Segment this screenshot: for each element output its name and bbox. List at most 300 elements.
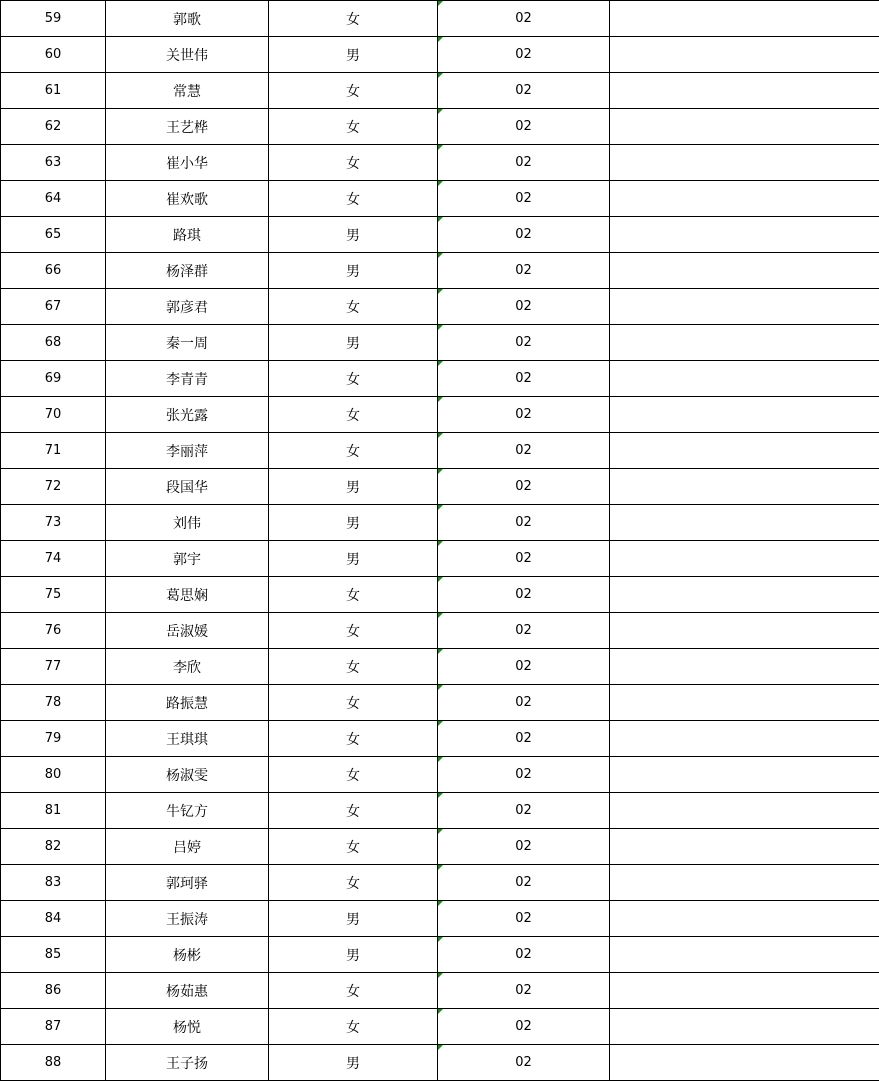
cell-note[interactable] xyxy=(610,685,879,721)
cell-gender[interactable] xyxy=(269,793,438,829)
cell-name[interactable] xyxy=(106,109,269,145)
table-row xyxy=(1,1,879,37)
cell-number-text: 80 xyxy=(44,767,62,782)
table-row xyxy=(1,37,879,73)
cell-number[interactable] xyxy=(1,1045,106,1081)
cell-gender[interactable] xyxy=(269,361,438,397)
cell-class-text: 02 xyxy=(515,47,532,62)
cell-gender-text: 女 xyxy=(346,1019,360,1036)
text-format-indicator-icon xyxy=(438,1009,443,1014)
table-row xyxy=(1,505,879,541)
cell-class-text: 02 xyxy=(515,371,532,386)
cell-note[interactable] xyxy=(610,469,879,505)
cell-number-text: 73 xyxy=(44,515,62,530)
cell-gender-text: 女 xyxy=(346,443,360,460)
cell-name-text: 王琪琪 xyxy=(166,731,208,748)
cell-class-text: 02 xyxy=(515,11,532,26)
cell-class[interactable] xyxy=(438,37,610,73)
table-row xyxy=(1,721,879,757)
cell-gender-text: 男 xyxy=(346,1055,360,1072)
cell-class-text: 02 xyxy=(515,623,532,638)
cell-name-text: 王艺桦 xyxy=(166,119,208,136)
cell-name[interactable] xyxy=(106,1009,269,1045)
cell-number[interactable] xyxy=(1,145,106,181)
cell-name-text: 杨悦 xyxy=(173,1019,201,1036)
cell-number[interactable] xyxy=(1,253,106,289)
cell-note[interactable] xyxy=(610,289,879,325)
cell-note[interactable] xyxy=(610,793,879,829)
cell-gender-text: 男 xyxy=(346,263,360,280)
cell-name[interactable] xyxy=(106,613,269,649)
cell-class-text: 02 xyxy=(515,335,532,350)
cell-number[interactable] xyxy=(1,289,106,325)
cell-class[interactable] xyxy=(438,289,610,325)
cell-name-text: 杨淑雯 xyxy=(166,767,208,784)
cell-gender[interactable] xyxy=(269,253,438,289)
cell-number[interactable] xyxy=(1,757,106,793)
table-row xyxy=(1,469,879,505)
cell-gender[interactable] xyxy=(269,973,438,1009)
cell-class-text: 02 xyxy=(515,515,532,530)
table-row xyxy=(1,793,879,829)
cell-number[interactable] xyxy=(1,937,106,973)
table-row xyxy=(1,253,879,289)
cell-number[interactable] xyxy=(1,685,106,721)
cell-name-text: 路振慧 xyxy=(166,695,208,712)
cell-name[interactable] xyxy=(106,397,269,433)
cell-class[interactable] xyxy=(438,901,610,937)
cell-note[interactable] xyxy=(610,505,879,541)
cell-number-text: 68 xyxy=(44,335,62,350)
cell-gender-text: 男 xyxy=(346,47,360,64)
cell-gender[interactable] xyxy=(269,757,438,793)
cell-gender-text: 女 xyxy=(346,767,360,784)
cell-number[interactable] xyxy=(1,793,106,829)
cell-number-text: 62 xyxy=(44,119,62,134)
cell-class[interactable] xyxy=(438,145,610,181)
cell-number[interactable] xyxy=(1,973,106,1009)
cell-gender-text: 女 xyxy=(346,983,360,1000)
cell-class-text: 02 xyxy=(515,911,532,926)
cell-gender[interactable] xyxy=(269,397,438,433)
cell-class[interactable] xyxy=(438,109,610,145)
text-format-indicator-icon xyxy=(438,469,443,474)
table-row xyxy=(1,433,879,469)
cell-gender[interactable] xyxy=(269,1045,438,1081)
cell-name-text: 郭彦君 xyxy=(166,299,208,316)
text-format-indicator-icon xyxy=(438,1045,443,1050)
cell-note[interactable] xyxy=(610,541,879,577)
table-row xyxy=(1,973,879,1009)
cell-number[interactable] xyxy=(1,361,106,397)
table-row xyxy=(1,181,879,217)
cell-number[interactable] xyxy=(1,613,106,649)
table-row xyxy=(1,829,879,865)
cell-name-text: 李青青 xyxy=(166,371,208,388)
cell-number-text: 66 xyxy=(44,263,62,278)
text-format-indicator-icon xyxy=(438,397,443,402)
cell-number[interactable] xyxy=(1,217,106,253)
text-format-indicator-icon xyxy=(438,253,443,258)
cell-class[interactable] xyxy=(438,469,610,505)
cell-note[interactable] xyxy=(610,325,879,361)
cell-name-text: 杨茹惠 xyxy=(166,983,208,1000)
cell-number-text: 72 xyxy=(44,479,62,494)
cell-gender[interactable] xyxy=(269,325,438,361)
cell-class-text: 02 xyxy=(515,479,532,494)
cell-class-text: 02 xyxy=(515,695,532,710)
cell-note[interactable] xyxy=(610,721,879,757)
cell-name[interactable] xyxy=(106,577,269,613)
cell-class[interactable] xyxy=(438,757,610,793)
cell-gender-text: 女 xyxy=(346,83,360,100)
text-format-indicator-icon xyxy=(438,73,443,78)
cell-class-text: 02 xyxy=(515,191,532,206)
cell-number[interactable] xyxy=(1,469,106,505)
cell-gender[interactable] xyxy=(269,865,438,901)
roster-body xyxy=(1,1,879,1081)
cell-note[interactable] xyxy=(610,865,879,901)
cell-class[interactable] xyxy=(438,433,610,469)
cell-gender[interactable] xyxy=(269,937,438,973)
cell-name[interactable] xyxy=(106,685,269,721)
cell-class-text: 02 xyxy=(515,947,532,962)
cell-class-text: 02 xyxy=(515,299,532,314)
cell-note[interactable] xyxy=(610,397,879,433)
cell-name[interactable] xyxy=(106,469,269,505)
cell-number-text: 71 xyxy=(44,443,62,458)
cell-number[interactable] xyxy=(1,73,106,109)
cell-number[interactable] xyxy=(1,577,106,613)
cell-class[interactable] xyxy=(438,973,610,1009)
cell-gender-text: 男 xyxy=(346,911,360,928)
cell-gender-text: 女 xyxy=(346,191,360,208)
cell-name[interactable] xyxy=(106,757,269,793)
cell-name[interactable] xyxy=(106,217,269,253)
cell-name[interactable] xyxy=(106,973,269,1009)
cell-number-text: 84 xyxy=(44,911,62,926)
cell-name[interactable] xyxy=(106,829,269,865)
cell-class[interactable] xyxy=(438,793,610,829)
cell-note[interactable] xyxy=(610,433,879,469)
cell-note[interactable] xyxy=(610,1,879,37)
cell-number[interactable] xyxy=(1,649,106,685)
cell-number[interactable] xyxy=(1,37,106,73)
cell-note[interactable] xyxy=(610,829,879,865)
cell-class-text: 02 xyxy=(515,983,532,998)
cell-gender-text: 女 xyxy=(346,119,360,136)
cell-class-text: 02 xyxy=(515,83,532,98)
cell-class-text: 02 xyxy=(515,227,532,242)
cell-class[interactable] xyxy=(438,181,610,217)
cell-number-text: 83 xyxy=(44,875,62,890)
cell-gender-text: 女 xyxy=(346,623,360,640)
text-format-indicator-icon xyxy=(438,289,443,294)
cell-class[interactable] xyxy=(438,397,610,433)
cell-class-text: 02 xyxy=(515,551,532,566)
cell-class-text: 02 xyxy=(515,803,532,818)
cell-class[interactable] xyxy=(438,541,610,577)
text-format-indicator-icon xyxy=(438,721,443,726)
cell-name[interactable] xyxy=(106,649,269,685)
cell-number-text: 76 xyxy=(44,623,62,638)
cell-name[interactable] xyxy=(106,1045,269,1081)
cell-class[interactable] xyxy=(438,721,610,757)
cell-gender-text: 女 xyxy=(346,299,360,316)
cell-name-text: 王振涛 xyxy=(166,911,208,928)
cell-name[interactable] xyxy=(106,541,269,577)
table-row xyxy=(1,1045,879,1081)
cell-number-text: 82 xyxy=(44,839,62,854)
cell-class-text: 02 xyxy=(515,875,532,890)
cell-class[interactable] xyxy=(438,829,610,865)
cell-name-text: 郭歌 xyxy=(173,11,201,28)
cell-number[interactable] xyxy=(1,1,106,37)
cell-gender[interactable] xyxy=(269,721,438,757)
cell-class[interactable] xyxy=(438,649,610,685)
cell-gender[interactable] xyxy=(269,505,438,541)
text-format-indicator-icon xyxy=(438,1,443,6)
table-row xyxy=(1,145,879,181)
cell-name[interactable] xyxy=(106,433,269,469)
cell-class-text: 02 xyxy=(515,767,532,782)
text-format-indicator-icon xyxy=(438,793,443,798)
cell-name-text: 郭珂驿 xyxy=(166,875,208,892)
table-row xyxy=(1,901,879,937)
cell-name[interactable] xyxy=(106,37,269,73)
cell-class[interactable] xyxy=(438,613,610,649)
cell-note[interactable] xyxy=(610,649,879,685)
cell-class-text: 02 xyxy=(515,839,532,854)
cell-gender[interactable] xyxy=(269,649,438,685)
cell-name-text: 杨泽群 xyxy=(166,263,208,280)
cell-number[interactable] xyxy=(1,865,106,901)
text-format-indicator-icon xyxy=(438,757,443,762)
cell-gender-text: 男 xyxy=(346,947,360,964)
cell-class[interactable] xyxy=(438,1045,610,1081)
text-format-indicator-icon xyxy=(438,433,443,438)
cell-name[interactable] xyxy=(106,505,269,541)
table-row xyxy=(1,757,879,793)
cell-gender-text: 女 xyxy=(346,731,360,748)
cell-number[interactable] xyxy=(1,325,106,361)
cell-class-text: 02 xyxy=(515,155,532,170)
cell-gender[interactable] xyxy=(269,829,438,865)
cell-note[interactable] xyxy=(610,1009,879,1045)
cell-note[interactable] xyxy=(610,901,879,937)
cell-number-text: 86 xyxy=(44,983,62,998)
cell-name[interactable] xyxy=(106,73,269,109)
cell-number-text: 60 xyxy=(44,47,62,62)
cell-name-text: 岳淑媛 xyxy=(166,623,208,640)
cell-gender[interactable] xyxy=(269,217,438,253)
cell-gender[interactable] xyxy=(269,613,438,649)
cell-name-text: 王子扬 xyxy=(166,1055,208,1072)
cell-gender-text: 女 xyxy=(346,839,360,856)
cell-number-text: 87 xyxy=(44,1019,62,1034)
cell-class-text: 02 xyxy=(515,587,532,602)
cell-class[interactable] xyxy=(438,685,610,721)
table-row xyxy=(1,649,879,685)
cell-number-text: 64 xyxy=(44,191,62,206)
cell-gender[interactable] xyxy=(269,1,438,37)
table-row xyxy=(1,361,879,397)
cell-name-text: 路琪 xyxy=(173,227,201,244)
cell-number[interactable] xyxy=(1,901,106,937)
cell-name-text: 李欣 xyxy=(173,659,201,676)
table-row xyxy=(1,397,879,433)
cell-gender[interactable] xyxy=(269,541,438,577)
cell-number-text: 74 xyxy=(44,551,62,566)
cell-class[interactable] xyxy=(438,325,610,361)
cell-gender-text: 女 xyxy=(346,11,360,28)
cell-name[interactable] xyxy=(106,325,269,361)
cell-name[interactable] xyxy=(106,181,269,217)
cell-note[interactable] xyxy=(610,253,879,289)
cell-number[interactable] xyxy=(1,505,106,541)
text-format-indicator-icon xyxy=(438,325,443,330)
cell-name[interactable] xyxy=(106,289,269,325)
cell-class-text: 02 xyxy=(515,659,532,674)
cell-note[interactable] xyxy=(610,973,879,1009)
cell-note[interactable] xyxy=(610,757,879,793)
cell-note[interactable] xyxy=(610,37,879,73)
text-format-indicator-icon xyxy=(438,865,443,870)
cell-gender[interactable] xyxy=(269,901,438,937)
cell-note[interactable] xyxy=(610,577,879,613)
cell-number[interactable] xyxy=(1,829,106,865)
cell-class-text: 02 xyxy=(515,119,532,134)
cell-number[interactable] xyxy=(1,433,106,469)
cell-gender[interactable] xyxy=(269,577,438,613)
cell-class[interactable] xyxy=(438,73,610,109)
cell-note[interactable] xyxy=(610,1045,879,1081)
cell-number-text: 77 xyxy=(44,659,62,674)
cell-gender-text: 男 xyxy=(346,479,360,496)
cell-gender[interactable] xyxy=(269,685,438,721)
cell-number-text: 75 xyxy=(44,587,62,602)
cell-number-text: 88 xyxy=(44,1055,62,1070)
cell-name-text: 关世伟 xyxy=(166,47,208,64)
cell-class-text: 02 xyxy=(515,731,532,746)
cell-name-text: 葛思娴 xyxy=(166,587,208,604)
cell-note[interactable] xyxy=(610,181,879,217)
cell-gender[interactable] xyxy=(269,109,438,145)
table-row xyxy=(1,865,879,901)
cell-class[interactable] xyxy=(438,1009,610,1045)
cell-gender-text: 女 xyxy=(346,659,360,676)
cell-class[interactable] xyxy=(438,937,610,973)
cell-gender-text: 女 xyxy=(346,695,360,712)
cell-gender[interactable] xyxy=(269,37,438,73)
cell-number[interactable] xyxy=(1,721,106,757)
cell-class[interactable] xyxy=(438,865,610,901)
text-format-indicator-icon xyxy=(438,685,443,690)
cell-number[interactable] xyxy=(1,1009,106,1045)
cell-name[interactable] xyxy=(106,361,269,397)
cell-name-text: 常慧 xyxy=(173,83,201,100)
cell-class[interactable] xyxy=(438,361,610,397)
cell-name-text: 段国华 xyxy=(166,479,208,496)
cell-name-text: 吕婷 xyxy=(173,839,201,856)
cell-note[interactable] xyxy=(610,217,879,253)
cell-note[interactable] xyxy=(610,613,879,649)
cell-name[interactable] xyxy=(106,793,269,829)
cell-note[interactable] xyxy=(610,145,879,181)
cell-number-text: 70 xyxy=(44,407,62,422)
cell-name[interactable] xyxy=(106,1,269,37)
cell-gender[interactable] xyxy=(269,1009,438,1045)
cell-class-text: 02 xyxy=(515,263,532,278)
cell-name-text: 张光露 xyxy=(166,407,208,424)
cell-note[interactable] xyxy=(610,937,879,973)
text-format-indicator-icon xyxy=(438,829,443,834)
cell-gender-text: 女 xyxy=(346,875,360,892)
cell-number[interactable] xyxy=(1,397,106,433)
cell-number-text: 81 xyxy=(44,803,62,818)
cell-gender-text: 女 xyxy=(346,587,360,604)
text-format-indicator-icon xyxy=(438,613,443,618)
cell-gender[interactable] xyxy=(269,181,438,217)
cell-name[interactable] xyxy=(106,937,269,973)
cell-class[interactable] xyxy=(438,253,610,289)
cell-number-text: 61 xyxy=(44,83,62,98)
cell-number-text: 69 xyxy=(44,371,62,386)
cell-note[interactable] xyxy=(610,109,879,145)
cell-name[interactable] xyxy=(106,721,269,757)
cell-class[interactable] xyxy=(438,1,610,37)
cell-gender[interactable] xyxy=(269,469,438,505)
table-row xyxy=(1,937,879,973)
cell-gender-text: 女 xyxy=(346,803,360,820)
cell-gender[interactable] xyxy=(269,289,438,325)
table-row xyxy=(1,73,879,109)
cell-note[interactable] xyxy=(610,73,879,109)
cell-class-text: 02 xyxy=(515,1055,532,1070)
cell-gender[interactable] xyxy=(269,73,438,109)
table-row xyxy=(1,217,879,253)
cell-number[interactable] xyxy=(1,181,106,217)
text-format-indicator-icon xyxy=(438,37,443,42)
table-row xyxy=(1,613,879,649)
cell-gender-text: 男 xyxy=(346,551,360,568)
cell-class-text: 02 xyxy=(515,1019,532,1034)
cell-note[interactable] xyxy=(610,361,879,397)
cell-gender[interactable] xyxy=(269,433,438,469)
cell-class[interactable] xyxy=(438,505,610,541)
cell-class[interactable] xyxy=(438,577,610,613)
cell-number[interactable] xyxy=(1,109,106,145)
cell-number-text: 63 xyxy=(44,155,62,170)
text-format-indicator-icon xyxy=(438,901,443,906)
cell-class[interactable] xyxy=(438,217,610,253)
cell-class-text: 02 xyxy=(515,443,532,458)
cell-name[interactable] xyxy=(106,865,269,901)
cell-class-text: 02 xyxy=(515,407,532,422)
cell-name[interactable] xyxy=(106,253,269,289)
text-format-indicator-icon xyxy=(438,109,443,114)
cell-name[interactable] xyxy=(106,901,269,937)
cell-name-text: 崔小华 xyxy=(166,155,208,172)
cell-number-text: 78 xyxy=(44,695,62,710)
cell-name[interactable] xyxy=(106,145,269,181)
cell-name-text: 秦一周 xyxy=(166,335,208,352)
cell-gender[interactable] xyxy=(269,145,438,181)
cell-number[interactable] xyxy=(1,541,106,577)
cell-number-text: 65 xyxy=(44,227,62,242)
cell-name-text: 刘伟 xyxy=(173,515,201,532)
text-format-indicator-icon xyxy=(438,649,443,654)
